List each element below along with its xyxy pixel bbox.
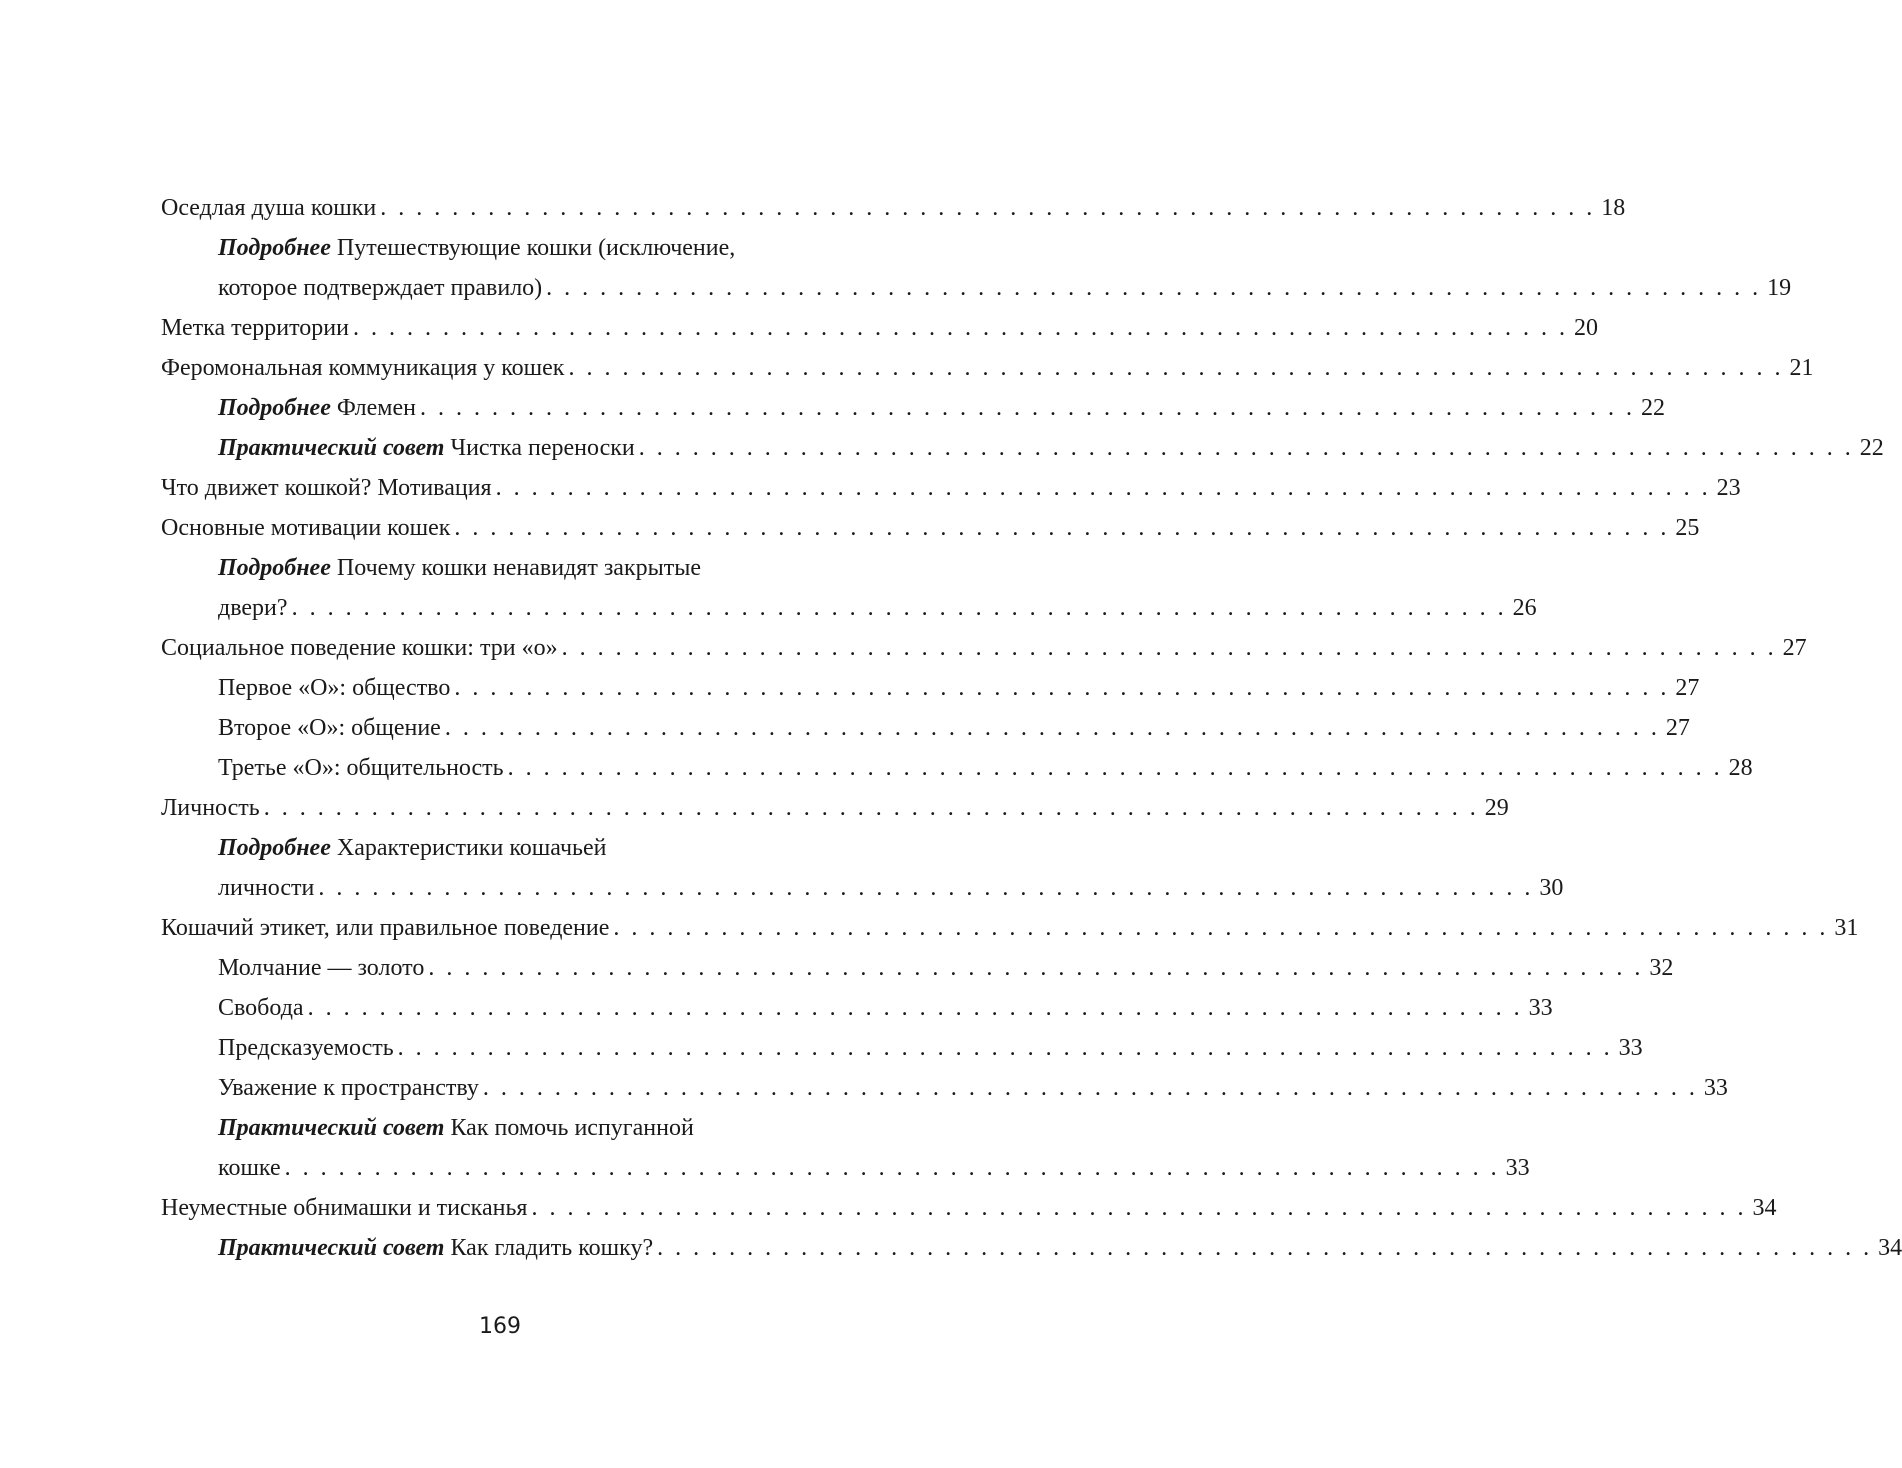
- toc-entry-text: Третье «О»: общительность: [218, 754, 504, 781]
- toc-entry-title: [218, 435, 635, 462]
- toc-entry-label: Подробнее: [218, 834, 331, 861]
- toc-leader-dots: . . . . . . . . . . . . . . . . . . . . . . . . . . . . . . . . . . . . . . . . . . . . . . . . . . . . . . . . . . . . . . . . . . . .: [454, 514, 1670, 541]
- toc-entry-title: [161, 475, 492, 502]
- toc-leader-dots: . . . . . . . . . . . . . . . . . . . . . . . . . . . . . . . . . . . . . . . . . . . . . . . . . . . . . . . . . . . . . . . . . . . .: [507, 754, 1723, 781]
- toc-entry-label: Подробнее: [218, 394, 331, 421]
- toc-entry: [161, 508, 1700, 548]
- toc-leader-dots: . . . . . . . . . . . . . . . . . . . . . . . . . . . . . . . . . . . . . . . . . . . . . . . . . . . . . . . . . . . . . . . . . . . .: [561, 634, 1777, 661]
- toc-entry-page: 23: [1716, 474, 1741, 501]
- toc-leader-dots: . . . . . . . . . . . . . . . . . . . . . . . . . . . . . . . . . . . . . . . . . . . . . . . . . . . . . . . . . . . . . . . . . . . .: [284, 1154, 1500, 1181]
- toc-entry: [161, 868, 1564, 908]
- toc-entry-title: [218, 595, 288, 622]
- toc-entry-title: [161, 515, 450, 542]
- toc-entry-text: Социальное поведение кошки: три «о»: [161, 634, 558, 661]
- toc-entry-page: 27: [1675, 674, 1700, 701]
- toc-entry-page: 34: [1878, 1234, 1902, 1261]
- toc-entry-title: [218, 675, 450, 702]
- toc-leader-dots: . . . . . . . . . . . . . . . . . . . . . . . . . . . . . . . . . . . . . . . . . . . . . . . . . . . . . . . . . . . . . . . . . . . .: [657, 1234, 1873, 1261]
- toc-leader-dots: . . . . . . . . . . . . . . . . . . . . . . . . . . . . . . . . . . . . . . . . . . . . . . . . . . . . . . . . . . . . . . . . . . . .: [546, 274, 1762, 301]
- toc-entry-page: 22: [1640, 394, 1665, 421]
- toc-entry-page: 33: [1703, 1074, 1728, 1101]
- toc-entry-title: [161, 915, 609, 942]
- toc-entry-text: Метка территории: [161, 314, 349, 341]
- toc-entry-title: [218, 1235, 653, 1262]
- toc-entry-title: [161, 795, 260, 822]
- toc-entry-page: 27: [1782, 634, 1807, 661]
- toc-entry-page: 34: [1752, 1194, 1777, 1221]
- toc-leader-dots: . . . . . . . . . . . . . . . . . . . . . . . . . . . . . . . . . . . . . . . . . . . . . . . . . . . . . . . . . . . . . . . . . . . .: [397, 1034, 1613, 1061]
- toc-leader-dots: . . . . . . . . . . . . . . . . . . . . . . . . . . . . . . . . . . . . . . . . . . . . . . . . . . . . . . . . . . . . . . . . . . . .: [352, 314, 1568, 341]
- toc-entry-page: 25: [1675, 514, 1700, 541]
- toc-entry-text: кошке: [218, 1154, 281, 1181]
- toc-entry-page: 21: [1789, 354, 1814, 381]
- toc-entry-text: Характеристики кошачьей: [336, 834, 607, 861]
- toc-entry-text: Кошачий этикет, или правильное поведение: [161, 914, 610, 941]
- page-number: 169: [479, 1314, 521, 1339]
- toc-entry: [161, 708, 1690, 748]
- toc-entry-label: Практический совет: [218, 1114, 445, 1141]
- toc-entry-title: [218, 955, 424, 982]
- toc-entry-text: двери?: [218, 594, 288, 621]
- toc-entry: [161, 788, 1509, 828]
- toc-entry: [161, 268, 1792, 308]
- toc-entry-title: [218, 235, 735, 262]
- toc-entry-page: 33: [1505, 1154, 1530, 1181]
- toc-entry-title: [218, 275, 542, 302]
- toc-entry-page: 20: [1573, 314, 1598, 341]
- toc-leader-dots: . . . . . . . . . . . . . . . . . . . . . . . . . . . . . . . . . . . . . . . . . . . . . . . . . . . . . . . . . . . . . . . . . . . .: [307, 994, 1523, 1021]
- toc-leader-dots: . . . . . . . . . . . . . . . . . . . . . . . . . . . . . . . . . . . . . . . . . . . . . . . . . . . . . . . . . . . . . . . . . . . .: [568, 354, 1784, 381]
- toc-entry-page: 19: [1767, 274, 1792, 301]
- toc-entry: [161, 828, 853, 868]
- toc-entry-title: [218, 395, 416, 422]
- toc-entry: [161, 428, 1884, 468]
- toc-entry: [161, 628, 1807, 668]
- toc-entry: [161, 308, 1598, 348]
- toc-entry-page: 26: [1512, 594, 1537, 621]
- toc-entry: [161, 1108, 853, 1148]
- table-of-contents: [161, 188, 1902, 1268]
- toc-entry: [161, 588, 1537, 628]
- toc-entry-text: Предсказуемость: [218, 1034, 394, 1061]
- toc-entry: [161, 468, 1741, 508]
- toc-entry-page: 29: [1484, 794, 1509, 821]
- toc-leader-dots: . . . . . . . . . . . . . . . . . . . . . . . . . . . . . . . . . . . . . . . . . . . . . . . . . . . . . . . . . . . . . . . . . . . .: [428, 954, 1644, 981]
- toc-entry-text: Первое «О»: общество: [218, 674, 451, 701]
- toc-entry-page: 33: [1528, 994, 1553, 1021]
- toc-entry-title: [218, 555, 701, 582]
- toc-entry-page: 30: [1539, 874, 1564, 901]
- toc-leader-dots: . . . . . . . . . . . . . . . . . . . . . . . . . . . . . . . . . . . . . . . . . . . . . . . . . . . . . . . . . . . . . . . . . . . .: [318, 874, 1534, 901]
- toc-entry-title: [218, 1115, 694, 1142]
- toc-leader-dots: . . . . . . . . . . . . . . . . . . . . . . . . . . . . . . . . . . . . . . . . . . . . . . . . . . . . . . . . . . . . . . . . . . . .: [291, 594, 1507, 621]
- toc-entry: [161, 348, 1814, 388]
- toc-entry-label: Подробнее: [218, 234, 331, 261]
- toc-entry-title: [161, 195, 376, 222]
- toc-entry-text: Путешествующие кошки (исключение,: [336, 234, 736, 261]
- toc-leader-dots: . . . . . . . . . . . . . . . . . . . . . . . . . . . . . . . . . . . . . . . . . . . . . . . . . . . . . . . . . . . . . . . . . . . .: [419, 394, 1635, 421]
- toc-entry: [161, 1228, 1902, 1268]
- toc-entry-text: Что движет кошкой? Мотивация: [161, 474, 492, 501]
- toc-entry-text: Личность: [161, 794, 260, 821]
- toc-entry-title: [218, 1155, 281, 1182]
- toc-entry: [161, 948, 1674, 988]
- toc-entry-text: Почему кошки ненавидят закрытые: [336, 554, 702, 581]
- toc-entry-text: Уважение к пространству: [218, 1074, 479, 1101]
- toc-leader-dots: . . . . . . . . . . . . . . . . . . . . . . . . . . . . . . . . . . . . . . . . . . . . . . . . . . . . . . . . . . . . . . . . . . . .: [482, 1074, 1698, 1101]
- toc-entry-text: которое подтверждает правило): [218, 274, 543, 301]
- toc-entry: [161, 548, 853, 588]
- toc-entry-text: Второе «О»: общение: [218, 714, 441, 741]
- toc-entry-text: Как гладить кошку?: [450, 1234, 654, 1261]
- toc-entry-title: [218, 755, 504, 782]
- toc-entry: [161, 988, 1553, 1028]
- toc-entry-label: Практический совет: [218, 1234, 445, 1261]
- toc-entry-text: Молчание — золото: [218, 954, 425, 981]
- toc-entry: [161, 188, 1626, 228]
- toc-entry-page: 33: [1618, 1034, 1643, 1061]
- toc-entry-title: [161, 1195, 527, 1222]
- toc-entry-text: личности: [218, 874, 315, 901]
- toc-leader-dots: . . . . . . . . . . . . . . . . . . . . . . . . . . . . . . . . . . . . . . . . . . . . . . . . . . . . . . . . . . . . . . . . . . . .: [454, 674, 1670, 701]
- toc-entry-page: 32: [1649, 954, 1674, 981]
- toc-entry-text: Основные мотивации кошек: [161, 514, 451, 541]
- toc-entry-title: [161, 355, 564, 382]
- toc-entry: [161, 1028, 1643, 1068]
- toc-entry-title: [161, 635, 558, 662]
- toc-leader-dots: . . . . . . . . . . . . . . . . . . . . . . . . . . . . . . . . . . . . . . . . . . . . . . . . . . . . . . . . . . . . . . . . . . . .: [380, 194, 1596, 221]
- toc-entry-title: [161, 315, 349, 342]
- toc-entry-title: [218, 1035, 394, 1062]
- toc-entry: [161, 1148, 1530, 1188]
- toc-leader-dots: . . . . . . . . . . . . . . . . . . . . . . . . . . . . . . . . . . . . . . . . . . . . . . . . . . . . . . . . . . . . . . . . . . . .: [263, 794, 1479, 821]
- toc-leader-dots: . . . . . . . . . . . . . . . . . . . . . . . . . . . . . . . . . . . . . . . . . . . . . . . . . . . . . . . . . . . . . . . . . . . .: [444, 714, 1660, 741]
- toc-entry-title: [218, 1075, 479, 1102]
- toc-entry: [161, 388, 1665, 428]
- toc-leader-dots: . . . . . . . . . . . . . . . . . . . . . . . . . . . . . . . . . . . . . . . . . . . . . . . . . . . . . . . . . . . . . . . . . . . .: [531, 1194, 1747, 1221]
- toc-entry-title: [218, 875, 314, 902]
- toc-entry-page: 28: [1728, 754, 1753, 781]
- toc-entry: [161, 748, 1753, 788]
- toc-entry-label: Подробнее: [218, 554, 331, 581]
- toc-entry-title: [218, 835, 606, 862]
- toc-entry-label: Практический совет: [218, 434, 445, 461]
- toc-entry-title: [218, 715, 441, 742]
- toc-entry-title: [218, 995, 304, 1022]
- toc-entry-text: Неуместные обнимашки и тисканья: [161, 1194, 528, 1221]
- toc-leader-dots: . . . . . . . . . . . . . . . . . . . . . . . . . . . . . . . . . . . . . . . . . . . . . . . . . . . . . . . . . . . . . . . . . . . .: [495, 474, 1711, 501]
- toc-leader-dots: . . . . . . . . . . . . . . . . . . . . . . . . . . . . . . . . . . . . . . . . . . . . . . . . . . . . . . . . . . . . . . . . . . . .: [613, 914, 1829, 941]
- toc-entry-page: 22: [1859, 434, 1884, 461]
- toc-entry-text: Как помочь испуганной: [450, 1114, 694, 1141]
- toc-leader-dots: . . . . . . . . . . . . . . . . . . . . . . . . . . . . . . . . . . . . . . . . . . . . . . . . . . . . . . . . . . . . . . . . . . . .: [638, 434, 1854, 461]
- toc-entry-page: 31: [1834, 914, 1859, 941]
- toc-entry: [161, 1068, 1728, 1108]
- toc-entry-text: Чистка переноски: [450, 434, 635, 461]
- toc-entry-page: 18: [1601, 194, 1626, 221]
- toc-entry-text: Свобода: [218, 994, 304, 1021]
- toc-entry: [161, 668, 1700, 708]
- toc-entry-text: Феромональная коммуникация у кошек: [161, 354, 565, 381]
- toc-entry-page: 27: [1665, 714, 1690, 741]
- toc-entry-text: Оседлая душа кошки: [161, 194, 377, 221]
- toc-entry: [161, 228, 853, 268]
- toc-entry: [161, 1188, 1777, 1228]
- toc-entry: [161, 908, 1859, 948]
- toc-entry-text: Флемен: [336, 394, 416, 421]
